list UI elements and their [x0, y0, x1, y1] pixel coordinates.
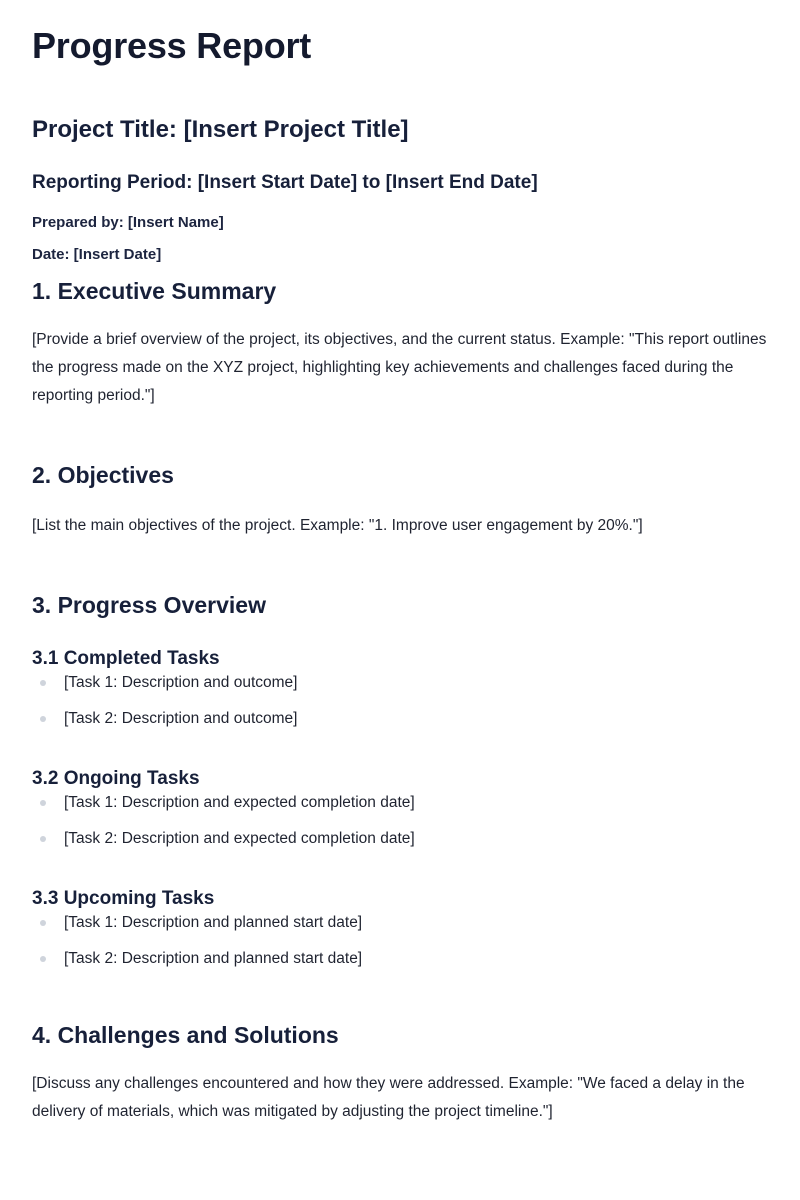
- list-item-text: [Task 1: Description and outcome]: [64, 674, 298, 691]
- bullet-icon: [40, 800, 46, 806]
- project-title: Project Title: [Insert Project Title]: [32, 116, 409, 143]
- objectives-text: [List the main objectives of the project. Example: "1. Improve user engagement by 20%."]: [32, 517, 643, 534]
- list-item-text: [Task 2: Description and expected completion date]: [64, 830, 415, 847]
- list-item-text: [Task 2: Description and outcome]: [64, 710, 298, 727]
- list-item: [32, 948, 768, 970]
- challenges-text: [Discuss any challenges encountered and how they were addressed. Example: "We faced a delay in the delivery of materials, which was mitigated by adjusting the project timeline."]: [32, 1075, 745, 1120]
- list-item: [32, 672, 768, 694]
- list-item-text: [Task 1: Description and planned start date]: [64, 914, 363, 931]
- bullet-icon: [40, 836, 46, 842]
- section-heading-objectives: 2. Objectives: [32, 462, 174, 488]
- ongoing-tasks-list: [32, 792, 768, 850]
- bullet-icon: [40, 920, 46, 926]
- list-item-text: [Task 1: Description and expected completion date]: [64, 794, 415, 811]
- executive-summary-text: [Provide a brief overview of the project, its objectives, and the current status. Example: "This report outlines the progress made on the XYZ project, highlighting key achievements and challenges faced during the reporting period."]: [32, 331, 767, 404]
- section-heading-executive-summary: 1. Executive Summary: [32, 278, 277, 304]
- subsection-heading-upcoming-tasks: 3.3 Upcoming Tasks: [32, 888, 215, 909]
- list-item: [32, 828, 768, 850]
- subsection-heading-completed-tasks: 3.1 Completed Tasks: [32, 648, 220, 669]
- list-item: [32, 912, 768, 934]
- completed-tasks-list: [32, 672, 768, 730]
- upcoming-tasks-list: [32, 912, 768, 970]
- subsection-heading-ongoing-tasks: 3.2 Ongoing Tasks: [32, 768, 200, 789]
- list-item-text: [Task 2: Description and planned start date]: [64, 950, 363, 967]
- list-item: [32, 792, 768, 814]
- bullet-icon: [40, 956, 46, 962]
- report-date: Date: [Insert Date]: [32, 246, 162, 263]
- bullet-icon: [40, 716, 46, 722]
- prepared-by: Prepared by: [Insert Name]: [32, 214, 224, 231]
- bullet-icon: [40, 680, 46, 686]
- page-title: Progress Report: [32, 25, 312, 66]
- reporting-period: Reporting Period: [Insert Start Date] to [Insert End Date]: [32, 172, 538, 193]
- section-heading-challenges: 4. Challenges and Solutions: [32, 1022, 339, 1048]
- section-heading-progress-overview: 3. Progress Overview: [32, 592, 266, 618]
- list-item: [32, 708, 768, 730]
